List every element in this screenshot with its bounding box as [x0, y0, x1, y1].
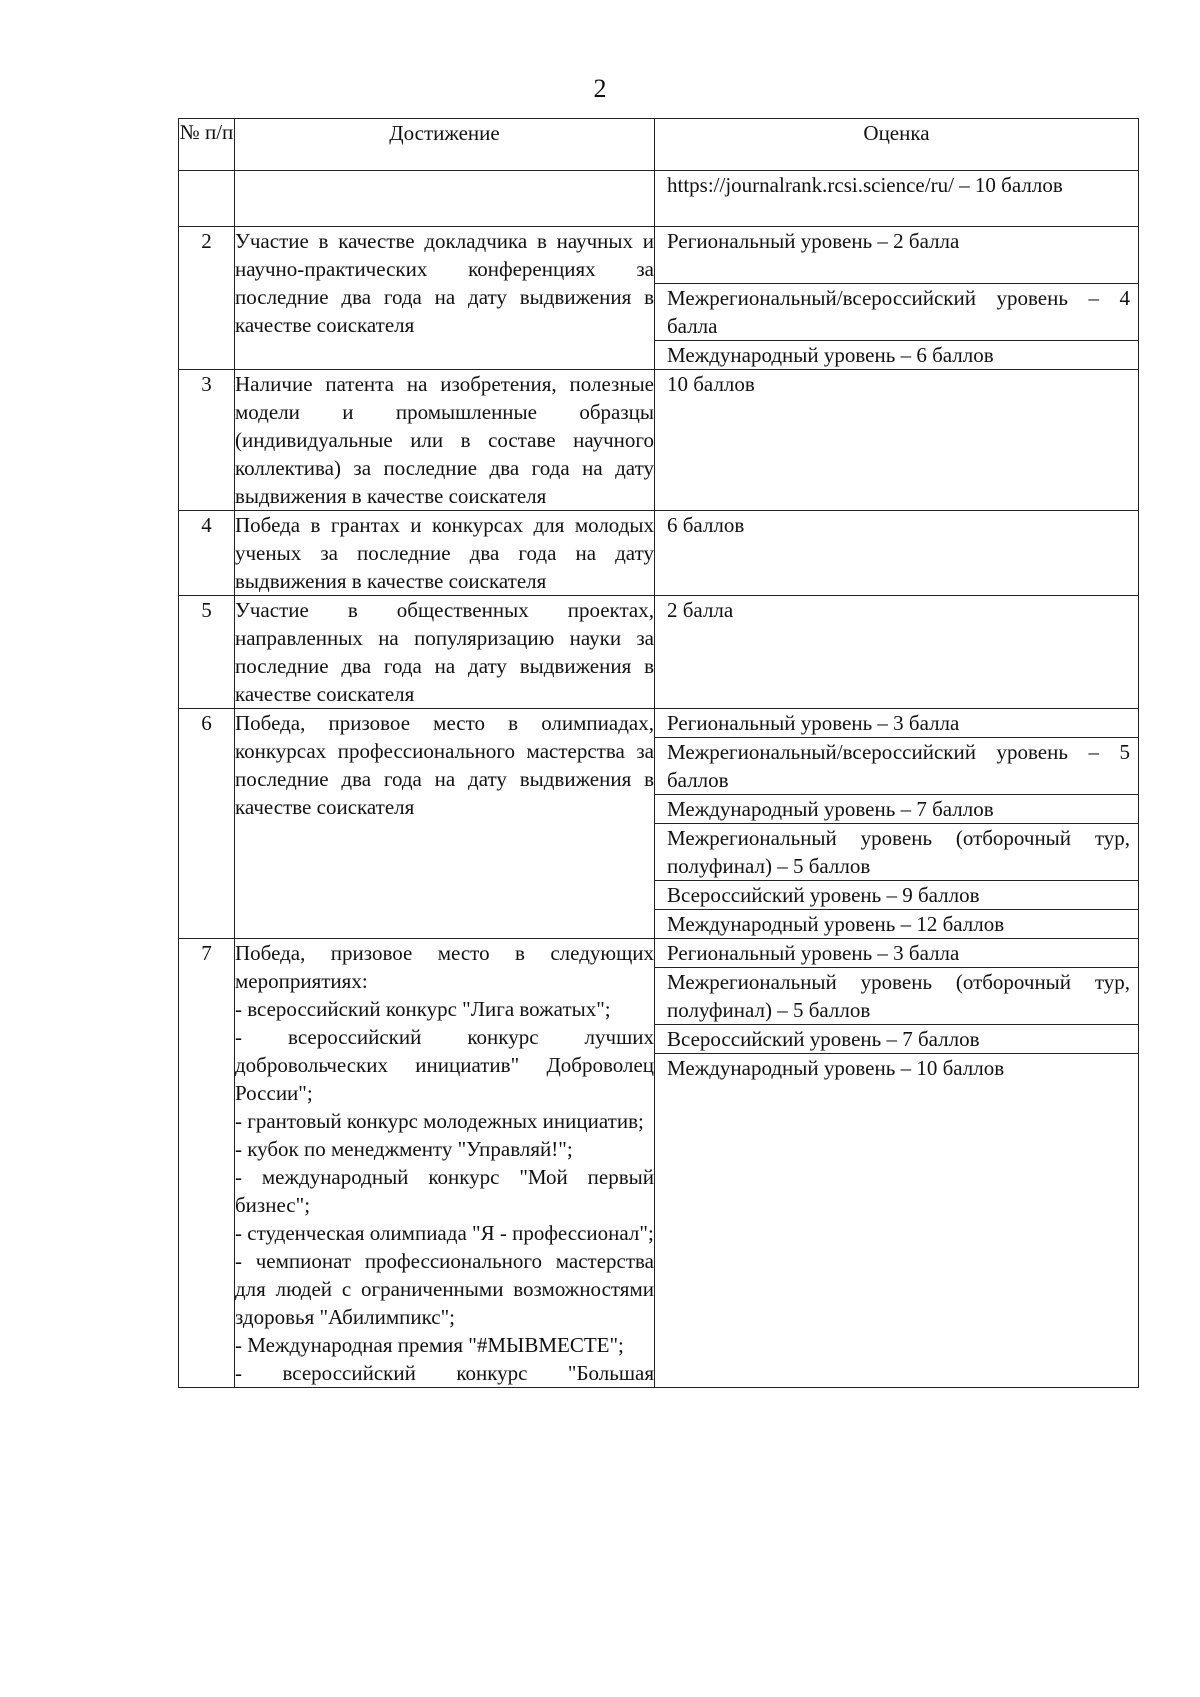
- table-header-row: [179, 119, 1139, 171]
- row-number: 6: [179, 709, 235, 939]
- achievements-table: [178, 118, 1139, 1388]
- row-score-cell: [655, 171, 1139, 227]
- header-number: № п/п: [179, 119, 235, 171]
- row-number: 3: [179, 370, 235, 511]
- score-item: 2 балла: [667, 598, 734, 622]
- row-achievement: Наличие патента на изобретения, полезные модели и промышленные образцы (индивидуальные или в составе научного коллектива) за последние два года на дату выдвижения в качестве соискателя: [235, 370, 655, 511]
- header-achievement: Достижение: [235, 119, 655, 171]
- achievement-list-item: - студенческая олимпиада "Я - профессионал";: [235, 1221, 654, 1245]
- table-row: [179, 370, 1139, 511]
- row-score-cell: [655, 939, 1139, 1388]
- score-item: Международный уровень – 12 баллов: [667, 912, 1005, 936]
- row-achievement: [235, 171, 655, 227]
- score-item: Международный уровень – 10 баллов: [667, 1056, 1005, 1080]
- table-row: [179, 596, 1139, 709]
- score-item: Региональный уровень – 3 балла: [655, 709, 1138, 738]
- table-row: [179, 227, 1139, 370]
- score-item: Всероссийский уровень – 9 баллов: [655, 881, 1138, 910]
- achievement-list-item: - всероссийский конкурс "Лига вожатых";: [235, 997, 611, 1021]
- row-achievement: Победа в грантах и конкурсах для молодых ученых за последние два года на дату выдвижения в качестве соискателя: [235, 511, 655, 596]
- row-score-cell: [655, 370, 1139, 511]
- score-item: Международный уровень – 7 баллов: [655, 795, 1138, 824]
- row-score-cell: [655, 596, 1139, 709]
- row-score-cell: [655, 709, 1139, 939]
- score-item: Межрегиональный/всероссийский уровень – 4 балла: [655, 284, 1138, 341]
- header-score: Оценка: [655, 119, 1139, 171]
- achievement-intro: Победа, призовое место в следующих мероприятиях:: [235, 941, 654, 993]
- score-item: 6 баллов: [667, 513, 745, 537]
- row-number: 4: [179, 511, 235, 596]
- table-row: [179, 171, 1139, 227]
- achievement-list-item: - Международная премия "#МЫВМЕСТЕ";: [235, 1333, 624, 1357]
- table-row: [179, 511, 1139, 596]
- row-score-cell: [655, 227, 1139, 370]
- table-row: [179, 709, 1139, 939]
- row-number: 2: [179, 227, 235, 370]
- row-achievement: Участие в общественных проектах, направленных на популяризацию науки за последние два года на дату выдвижения в качестве соискателя: [235, 596, 655, 709]
- score-item: Всероссийский уровень – 7 баллов: [655, 1025, 1138, 1054]
- score-item: Межрегиональный уровень (отборочный тур, полуфинал) – 5 баллов: [655, 824, 1138, 881]
- row-score-cell: [655, 511, 1139, 596]
- row-achievement: Участие в качестве докладчика в научных и научно-практических конференциях за последние два года на дату выдвижения в качестве соискателя: [235, 227, 655, 370]
- row-number: [179, 171, 235, 227]
- achievement-list-item: - всероссийский конкурс лучших добровольческих инициатив" Доброволец России";: [235, 1025, 654, 1105]
- row-number: 7: [179, 939, 235, 1388]
- score-item: Региональный уровень – 3 балла: [655, 939, 1138, 968]
- achievement-list-item: - кубок по менеджменту "Управляй!";: [235, 1137, 573, 1161]
- row-achievement: [235, 939, 655, 1388]
- achievement-list-item: - чемпионат профессионального мастерства для людей с ограниченными возможностями здоровья "Абилимпикс";: [235, 1249, 654, 1329]
- score-item: 10 баллов: [667, 372, 755, 396]
- table-row: [179, 939, 1139, 1388]
- achievement-list-item: - международный конкурс "Мой первый бизнес";: [235, 1165, 654, 1217]
- score-item: Региональный уровень – 2 балла: [655, 227, 1138, 284]
- achievement-list-item: - всероссийский конкурс "Большая: [235, 1361, 654, 1385]
- score-item: Международный уровень – 6 баллов: [667, 343, 994, 367]
- row-number: 5: [179, 596, 235, 709]
- row-achievement: Победа, призовое место в олимпиадах, конкурсах профессионального мастерства за последние два года на дату выдвижения в качестве соискателя: [235, 709, 655, 939]
- achievement-list-item: - грантовый конкурс молодежных инициатив;: [235, 1109, 644, 1133]
- page-number: 2: [593, 74, 607, 103]
- score-item: Межрегиональный/всероссийский уровень – 5 баллов: [655, 738, 1138, 795]
- score-item: Межрегиональный уровень (отборочный тур, полуфинал) – 5 баллов: [655, 968, 1138, 1025]
- score-item: https://journalrank.rcsi.science/ru/ – 10 баллов: [667, 173, 1063, 197]
